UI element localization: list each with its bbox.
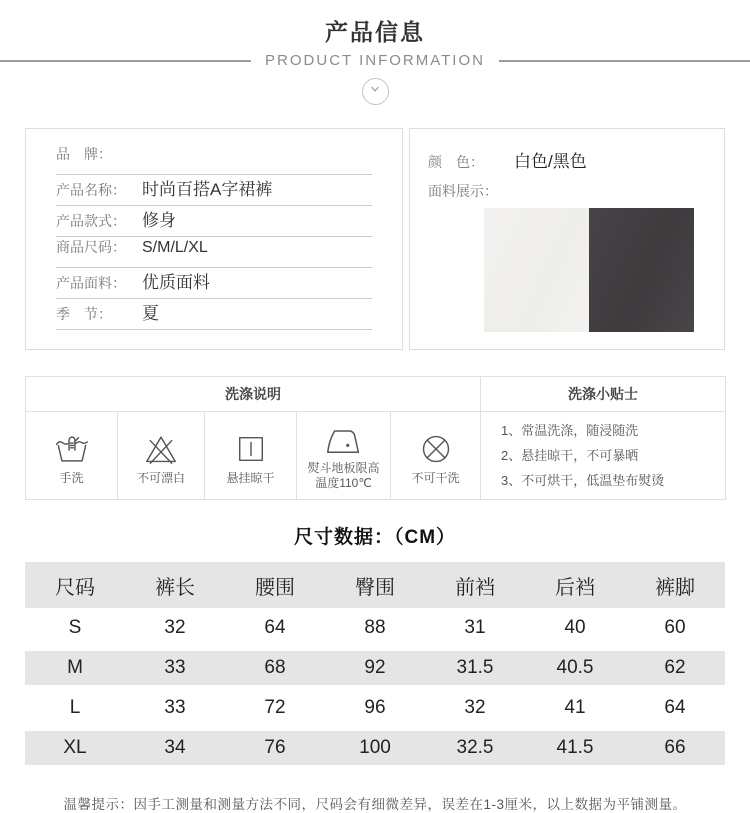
measurement-disclaimer: 温馨提示：因手工测量和测量方法不同，尺码会有细微差异，误差在1-3厘米，以上数据为平铺测量。 [63,797,687,812]
size-cell: XL [25,728,125,768]
attribute-value: 优质面料 [142,273,210,292]
color-row [428,147,706,172]
scroll-down-button[interactable] [362,78,389,105]
size-row-m [25,648,725,688]
attribute-label: 产品款式： [56,213,126,229]
wash-body-row [26,412,726,500]
size-cell: 41.5 [525,728,625,768]
size-cell: 31.5 [425,648,525,688]
wash-tip-3: 3、不可烘干，低温垫布熨烫 [501,473,665,488]
no-dry-clean-icon [391,430,480,468]
attribute-value: 修身 [142,211,176,230]
size-cell: 40.5 [525,648,625,688]
attribute-row-brand [56,144,372,175]
black-fabric-swatch [589,208,694,332]
size-cell: 68 [225,648,325,688]
wash-header-row [26,377,726,412]
size-cell: 66 [625,728,725,768]
size-header-row [25,562,725,608]
wash-icon-label: 悬挂晾干 [226,470,275,485]
wash-icon-label: 不可漂白 [136,470,185,485]
wash-cell-hang-dry [205,412,297,500]
size-cell: 34 [125,728,225,768]
page-subtitle: PRODUCT INFORMATION [265,52,485,69]
size-cell: 32 [464,697,486,718]
attribute-label: 品 牌： [56,146,112,162]
wash-cell-hand-wash [26,412,118,500]
size-chart-table [25,562,725,768]
size-cell: 33 [164,697,186,718]
hang-dry-icon [205,430,296,468]
size-cell: 88 [364,617,386,638]
size-cell: S [68,617,82,638]
white-fabric-swatch [484,208,589,332]
attribute-label: 产品名称： [56,182,126,198]
column-header: 前裆 [425,562,525,608]
size-row-s [25,608,725,648]
column-header: 后裆 [525,562,625,608]
column-header: 尺码 [25,562,125,608]
size-cell: 64 [264,617,286,638]
color-value: 白色/黑色 [514,152,587,171]
hand-wash-icon [26,430,117,468]
attribute-row-name [56,175,372,206]
column-header: 腰围 [225,562,325,608]
wash-cell-no-bleach [118,412,205,500]
wash-tip-1: 1、常温洗涤，随浸随洗 [501,423,639,438]
product-attributes-box [25,128,403,350]
page-title: 产品信息 [325,19,425,45]
wash-tips-header: 洗涤小贴士 [481,377,726,412]
size-row-l [25,688,725,728]
chevron-down-icon [366,80,384,103]
iron-low-temp-icon [297,424,390,458]
size-cell: 32 [164,617,186,638]
wash-cell-iron-low [297,412,391,500]
size-data-title: 尺寸数据：（CM） [293,527,457,548]
size-cell: L [69,697,81,718]
size-cell: 96 [364,697,386,718]
attribute-label: 商品尺码： [56,239,126,255]
subtitle-row [0,52,750,69]
size-cell: 92 [325,648,425,688]
attribute-label: 季 节： [56,306,112,322]
fabric-swatches [484,208,706,332]
size-cell: 72 [264,697,286,718]
size-cell: 32.5 [425,728,525,768]
page-header [0,0,750,105]
attribute-row-sizes [56,237,372,268]
wash-cell-no-dry-clean [391,412,481,500]
size-cell: 76 [225,728,325,768]
size-cell: 41 [564,697,586,718]
wash-instructions-table [25,376,726,500]
no-bleach-icon [118,430,204,468]
column-header: 裤脚 [625,562,725,608]
header-divider-left [0,60,251,62]
wash-icon-label: 手洗 [59,470,84,485]
product-info-section [0,128,750,350]
wash-tip-2: 2、悬挂晾干，不可暴晒 [501,448,639,463]
size-cell: 31 [464,617,486,638]
size-cell: M [25,648,125,688]
color-label: 颜 色： [428,154,484,170]
column-header: 臀围 [325,562,425,608]
size-cell: 60 [664,617,686,638]
wash-icon-label: 熨斗地板限高 温度110℃ [307,461,380,490]
size-cell: 62 [625,648,725,688]
attribute-value: 夏 [142,304,159,323]
wash-tips-cell [481,412,726,500]
header-divider-right [499,60,750,62]
attribute-row-style [56,206,372,237]
wash-instructions-header: 洗涤说明 [26,377,481,412]
attribute-value: 时尚百搭A字裙裤 [142,180,273,199]
attribute-value: S/M/L/XL [142,239,208,256]
size-row-xl [25,728,725,768]
attribute-row-fabric [56,268,372,299]
color-fabric-box [409,128,725,350]
size-cell: 64 [664,697,686,718]
size-cell: 100 [325,728,425,768]
attribute-label: 产品面料： [56,275,126,291]
fabric-display-label: 面料展示： [428,183,498,199]
size-cell: 40 [564,617,586,638]
column-header: 裤长 [125,562,225,608]
size-cell: 33 [125,648,225,688]
wash-icon-label: 不可干洗 [411,470,460,485]
attribute-row-season [56,299,372,330]
